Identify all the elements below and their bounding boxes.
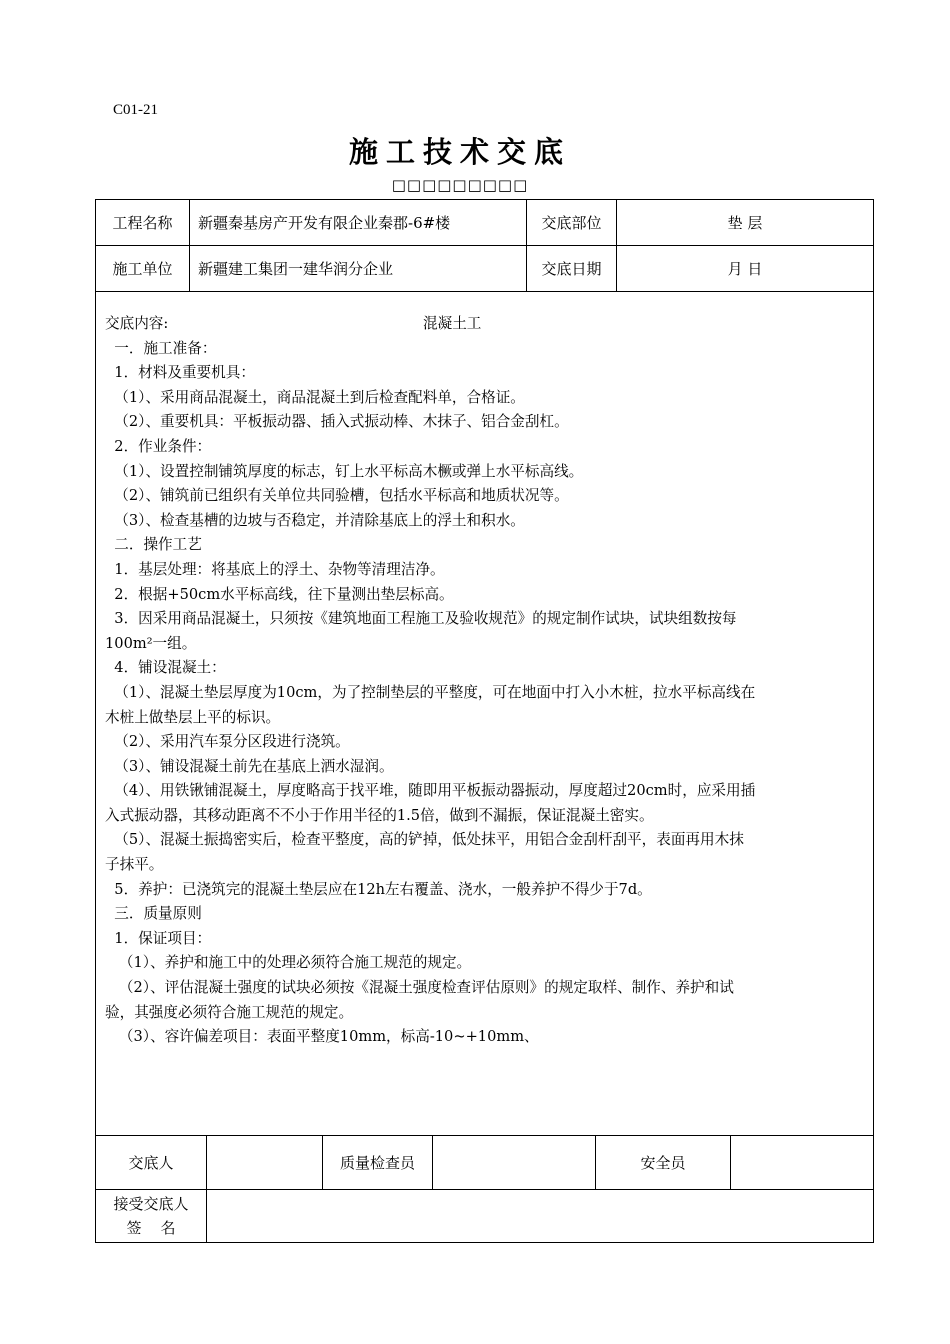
content-topic: 混凝土工 xyxy=(423,315,482,332)
content-line: （1）、设置控制铺筑厚度的标志，钉上水平标高木橛或弹上水平标高线。 xyxy=(105,462,584,480)
project-name-value: 新疆秦基房产开发有限企业秦郡-6#楼 xyxy=(189,200,526,245)
date-value: 月 日 xyxy=(616,246,873,291)
content-line: 100m²一组。 xyxy=(105,634,197,652)
safety-officer-signature-field[interactable] xyxy=(730,1136,873,1189)
content-line: （4）、用铁锹铺混凝土，厚度略高于找平堆，随即用平板振动器振动，厚度超过20cm时，应采用插 xyxy=(105,782,756,800)
inspector-label: 质量检查员 xyxy=(322,1136,432,1189)
project-row xyxy=(96,200,873,245)
content-line: 3．因采用商品混凝土，只须按《建筑地面工程施工及验收规范》的规定制作试块，试块组数按每 xyxy=(105,610,737,628)
project-name-label: 工程名称 xyxy=(112,214,173,232)
content-line: （3）、容许偏差项目：表面平整度10mm，标高-10~+10mm、 xyxy=(105,1028,539,1046)
content-line: 木桩上做垫层上平的标识。 xyxy=(105,708,281,726)
disclosure-form xyxy=(95,199,874,1243)
date-label: 交底日期 xyxy=(526,246,616,291)
presenter-label: 交底人 xyxy=(128,1154,174,1172)
construction-unit-value: 新疆建工集团一建华润分企业 xyxy=(189,246,526,291)
content-line: 1．材料及重要机具： xyxy=(105,364,255,382)
content-line: （2）、铺筑前已组织有关单位共同验槽，包括水平标高和地质状况等。 xyxy=(105,487,569,505)
disclosure-content xyxy=(96,291,873,1135)
content-line: （3）、检查基槽的边坡与否稳定，并清除基底上的浮土和积水。 xyxy=(105,511,525,529)
receiver-label-line1: 接受交底人 xyxy=(113,1195,189,1213)
content-line: 4．铺设混凝土： xyxy=(105,659,226,677)
presenter-signature-field[interactable] xyxy=(206,1136,322,1189)
content-line: 2．作业条件： xyxy=(105,437,212,455)
receiver-row xyxy=(96,1189,873,1242)
signature-row xyxy=(96,1135,873,1189)
content-label: 交底内容: xyxy=(105,315,169,332)
content-lines xyxy=(105,337,864,1050)
content-line: 子抹平。 xyxy=(105,856,164,874)
part-label: 交底部位 xyxy=(526,200,616,245)
inspector-signature-field[interactable] xyxy=(432,1136,595,1189)
content-line: 二．操作工艺 xyxy=(105,536,202,554)
content-line: 1．保证项目： xyxy=(105,929,212,947)
receiver-signature-field[interactable] xyxy=(206,1190,873,1242)
content-line: （1）、采用商品混凝土，商品混凝土到后检查配料单，合格证。 xyxy=(105,388,525,406)
content-line: 1．基层处理：将基底上的浮土、杂物等清理洁净。 xyxy=(105,560,445,578)
part-value: 垫 层 xyxy=(616,200,873,245)
content-line: （1）、养护和施工中的处理必须符合施工规范的规定。 xyxy=(105,954,472,972)
receiver-label-line2: 签 名 xyxy=(126,1219,176,1237)
content-line: （3）、铺设混凝土前先在基底上洒水湿润。 xyxy=(105,757,394,775)
content-line: （2）、采用汽车泵分区段进行浇筑。 xyxy=(105,733,350,751)
content-line: 三．质量原则 xyxy=(105,905,202,923)
document-code: C01-21 xyxy=(113,102,158,118)
content-line: （2）、重要机具：平板振动器、插入式振动棒、木抹子、铝合金刮杠。 xyxy=(105,413,569,431)
content-line: 5．养护：已浇筑完的混凝土垫层应在12h左右覆盖、浇水，一般养护不得少于7d。 xyxy=(105,880,652,898)
content-line: 入式振动器，其移动距离不不小于作用半径的1.5倍，做到不漏振，保证混凝土密实。 xyxy=(105,806,654,824)
receiver-label xyxy=(96,1190,206,1242)
content-line: （5）、混凝土振捣密实后，检查平整度，高的铲掉，低处抹平，用铝合金刮杆刮平，表面再用木抹 xyxy=(105,831,744,849)
content-line: （1）、混凝土垫层厚度为10cm，为了控制垫层的平整度，可在地面中打入小木桩，拉水平标高线在 xyxy=(105,683,756,701)
page-title: 施工技术交底 xyxy=(348,135,571,169)
safety-officer-label: 安全员 xyxy=(595,1136,730,1189)
page-subtitle: □□□□□□□□□ xyxy=(391,176,529,194)
content-line: 2．根据+50cm水平标高线，往下量测出垫层标高。 xyxy=(105,585,454,603)
construction-unit-label: 施工单位 xyxy=(112,260,173,278)
unit-row xyxy=(96,245,873,291)
content-line: 一．施工准备： xyxy=(105,339,217,357)
content-line: （2）、评估混凝土强度的试块必须按《混凝土强度检查评估原则》的规定取样、制作、养护和试 xyxy=(105,979,734,997)
content-line: 验，其强度必须符合施工规范的规定。 xyxy=(105,1003,354,1021)
